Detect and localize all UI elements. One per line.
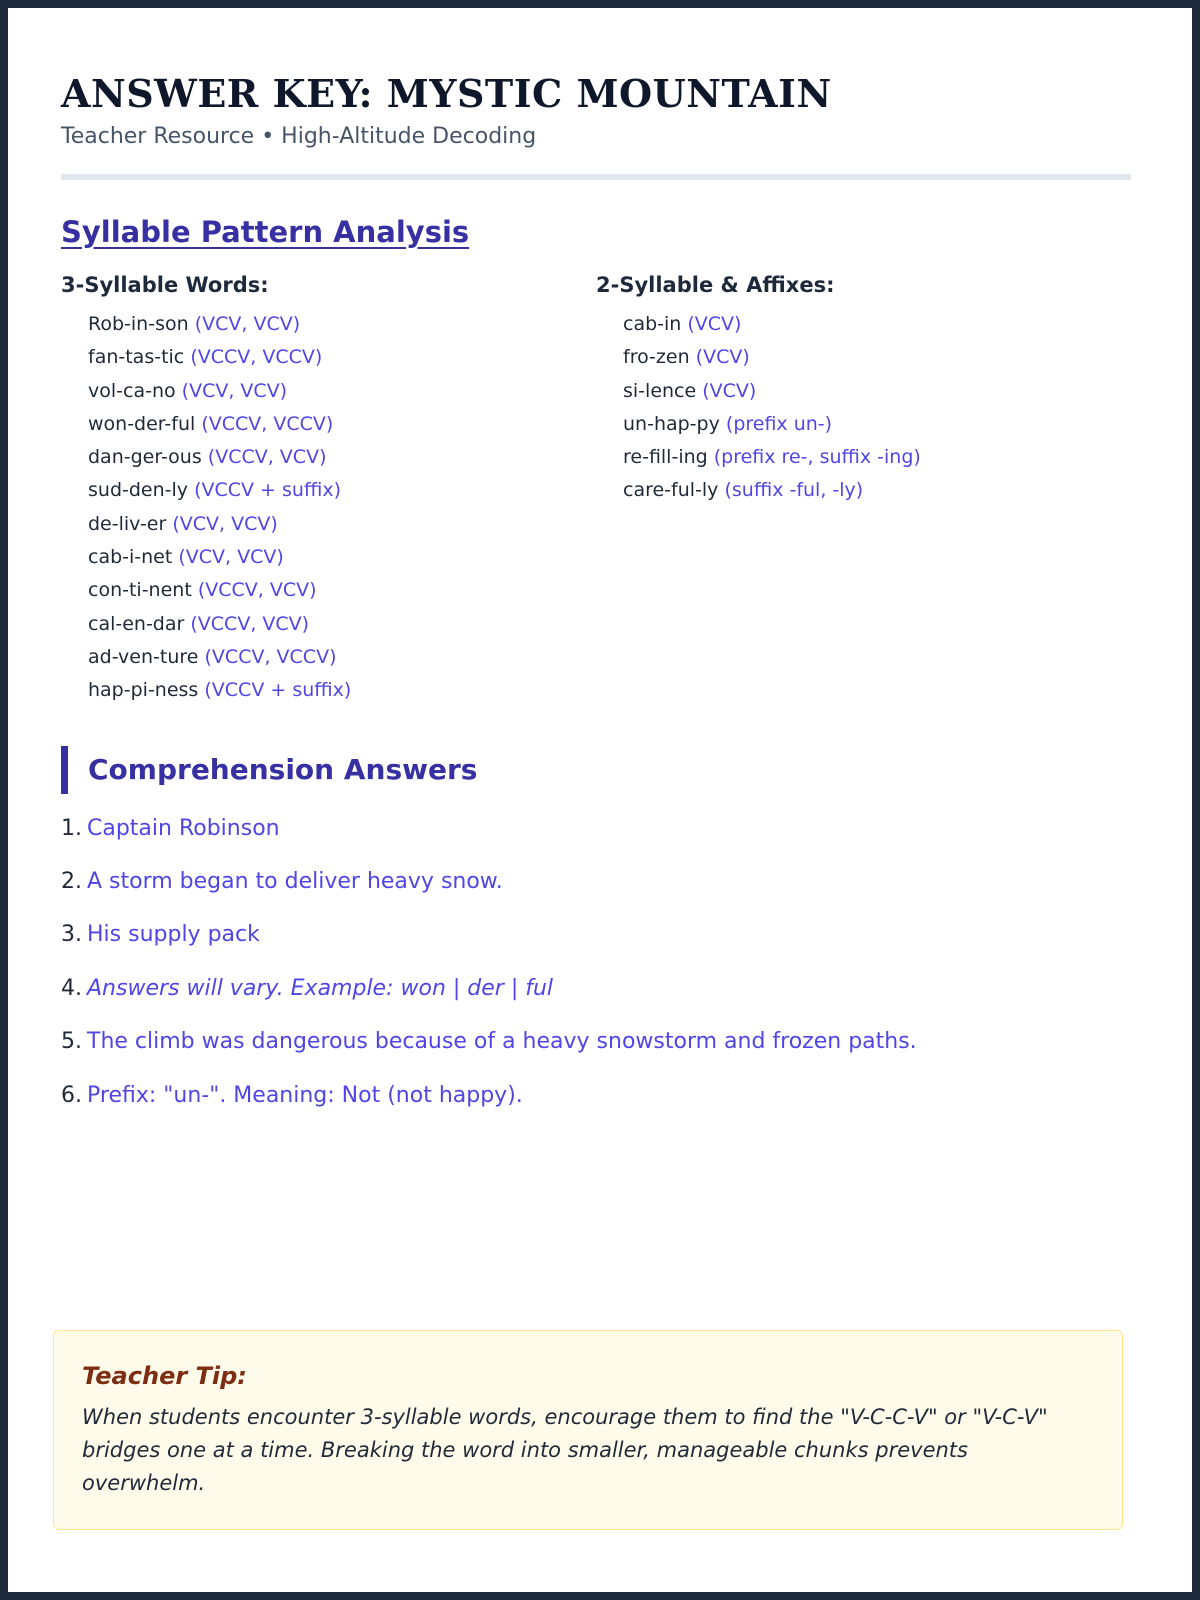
answer-number: 2.	[61, 868, 82, 894]
syllable-pattern: (suffix -ful, -ly)	[724, 479, 864, 502]
syllable-pattern: (VCCV + suffix)	[204, 679, 352, 702]
answer-item	[61, 908, 1131, 961]
answer-item	[61, 802, 1131, 855]
word-item	[88, 408, 596, 441]
syllable-word: won-der-ful	[88, 412, 196, 435]
syllable-word: cab-in	[623, 313, 682, 335]
page-title: ANSWER KEY: MYSTIC MOUNTAIN	[61, 71, 832, 116]
syllable-word: cab-i-net	[88, 546, 173, 569]
page-subtitle: Teacher Resource • High-Altitude Decoding	[61, 124, 537, 149]
syllable-word: cal-en-dar	[88, 612, 185, 635]
word-item	[88, 574, 596, 607]
syllable-columns	[61, 270, 1131, 708]
syllable-word: ad-ven-ture	[88, 645, 199, 668]
word-item	[88, 508, 596, 541]
syllable-pattern: (VCV)	[702, 379, 757, 402]
word-item	[88, 375, 596, 408]
answer-item	[61, 855, 1131, 908]
syllable-pattern: (VCCV + suffix)	[194, 479, 341, 502]
syllable-pattern: (VCV, VCV)	[178, 546, 284, 569]
three-syllable-list	[61, 308, 596, 708]
syllable-word: si-lence	[623, 379, 697, 402]
syllable-pattern: (VCV)	[687, 313, 742, 335]
word-item	[623, 408, 1131, 441]
comprehension-section-title: Comprehension Answers	[61, 746, 1131, 794]
two-syllable-list	[596, 308, 1131, 508]
answer-number: 3.	[61, 922, 82, 948]
answer-text: Prefix: "un-". Meaning: Not (not happy).	[87, 1082, 523, 1108]
answer-number: 4.	[61, 975, 82, 1001]
syllable-pattern: (VCCV, VCV)	[207, 446, 327, 469]
syllable-pattern: (VCV)	[695, 346, 750, 369]
three-syllable-column	[61, 270, 596, 708]
word-item	[623, 341, 1131, 374]
syllable-word: re-fill-ing	[623, 446, 708, 469]
syllable-pattern: (VCCV, VCV)	[190, 612, 310, 635]
syllable-pattern: (prefix re-, suffix -ing)	[713, 446, 921, 469]
syllable-pattern: (VCCV, VCCV)	[204, 645, 337, 668]
teacher-tip-body: When students encounter 3-syllable words, encourage them to find the "V-C-C-V" or "V-C-V" bridges one at a time. Breaking the word into smaller, manageable chunks prevents overwhelm.	[82, 1405, 1048, 1495]
word-item	[88, 674, 596, 707]
answer-number: 1.	[61, 815, 82, 841]
syllable-pattern: (VCCV, VCCV)	[201, 412, 334, 435]
two-syllable-column	[596, 270, 1131, 708]
answer-number: 6.	[61, 1082, 82, 1108]
syllable-word: vol-ca-no	[88, 379, 176, 402]
syllable-word: fro-zen	[623, 346, 690, 369]
answer-text: A storm began to deliver heavy snow.	[87, 868, 503, 894]
teacher-tip-box	[53, 1330, 1123, 1530]
word-item	[623, 375, 1131, 408]
word-item	[88, 641, 596, 674]
syllable-pattern: (VCCV, VCCV)	[190, 346, 323, 369]
syllable-word: con-ti-nent	[88, 579, 192, 602]
syllable-word: dan-ger-ous	[88, 446, 202, 469]
answer-text: His supply pack	[87, 922, 260, 948]
answer-text: Captain Robinson	[87, 815, 280, 841]
answer-item	[61, 1015, 1131, 1068]
syllable-pattern: (VCCV, VCV)	[197, 579, 317, 602]
word-item	[88, 341, 596, 374]
word-item	[623, 474, 1131, 507]
word-item	[88, 608, 596, 641]
syllable-word: care-ful-ly	[623, 479, 719, 502]
answer-text: The climb was dangerous because of a heavy snowstorm and frozen paths.	[87, 1029, 917, 1055]
syllable-word: sud-den-ly	[88, 479, 189, 502]
two-syllable-heading: 2-Syllable & Affixes:	[596, 273, 835, 297]
header-divider	[61, 174, 1131, 180]
syllable-word: hap-pi-ness	[88, 679, 199, 702]
answer-item	[61, 962, 1131, 1015]
syllable-word: un-hap-py	[623, 412, 720, 435]
answer-text: Answers will vary. Example: won | der | ful	[87, 975, 554, 1001]
syllable-word: fan-tas-tic	[88, 346, 185, 369]
syllable-pattern: (prefix un-)	[725, 412, 833, 435]
syllable-pattern: (VCV, VCV)	[181, 379, 288, 402]
word-item	[623, 308, 1131, 341]
syllable-word: de-liv-er	[88, 512, 167, 535]
teacher-tip-title: Teacher Tip:	[82, 1362, 247, 1390]
syllable-word: Rob-in-son	[88, 313, 189, 335]
three-syllable-heading: 3-Syllable Words:	[61, 273, 269, 297]
answer-item	[61, 1069, 1131, 1122]
answer-number: 5.	[61, 1029, 82, 1055]
word-item	[88, 474, 596, 507]
syllable-pattern: (VCV, VCV)	[194, 313, 301, 335]
word-item	[88, 441, 596, 474]
comprehension-answer-list	[61, 802, 1131, 1122]
word-item	[88, 541, 596, 574]
syllable-section-title: Syllable Pattern Analysis	[61, 215, 470, 249]
word-item	[623, 441, 1131, 474]
syllable-pattern: (VCV, VCV)	[172, 512, 278, 535]
word-item	[88, 308, 596, 341]
